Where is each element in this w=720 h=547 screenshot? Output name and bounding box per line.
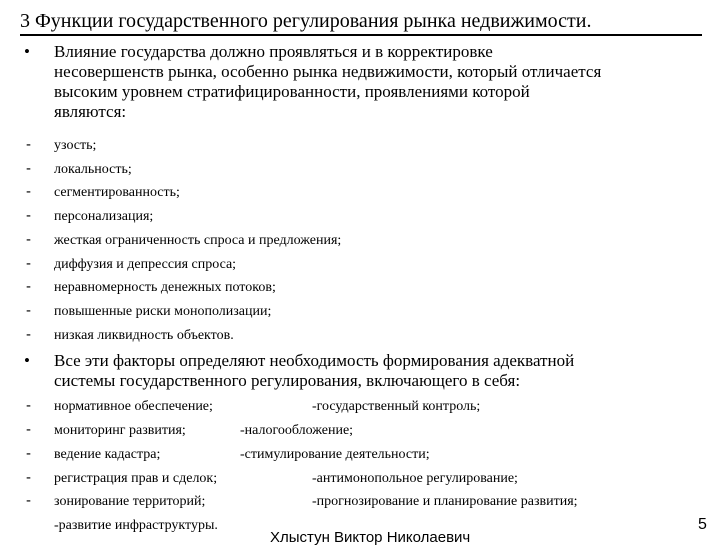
intro-line: являются: [54,102,127,121]
page-title: 3 Функции государственного регулирования рынка недвижимости. [20,10,592,32]
conclusion-text [54,351,704,391]
dash-icon: - [26,397,31,414]
intro-line: высоким уровнем стратифицированности, проявлениями которой [54,82,530,101]
intro-line: несовершенств рынка, особенно рынка недвижимости, который отличается [54,62,602,81]
conclusion-line: системы государственного регулирования, включающего в себя: [54,371,521,390]
dash-icon: - [26,207,31,224]
dash-icon: - [26,136,31,153]
dash-icon: - [26,445,31,462]
regulation-left: мониторинг развития; [54,423,186,438]
dash-icon: - [26,421,31,438]
conclusion-line: Все эти факторы определяют необходимость формирования адекватной [54,351,575,370]
dash-icon: - [26,492,31,509]
dash-icon: - [26,183,31,200]
regulation-left: нормативное обеспечение; [54,399,213,414]
intro-line: Влияние государства должно проявляться и в корректировке [54,42,493,61]
regulation-right: -прогнозирование и планирование развития; [312,494,578,509]
regulation-right: -стимулирование деятельности; [240,447,430,462]
footer-author: Хлыстун Виктор Николаевич [270,529,471,546]
dash-icon: - [26,326,31,343]
regulation-left: зонирование территорий; [54,494,206,509]
dash-icon: - [26,231,31,248]
regulation-right: -государственный контроль; [312,399,481,414]
regulation-last-item: -развитие инфраструктуры. [54,518,218,533]
intro-text [54,42,704,122]
dash-icon: - [26,255,31,272]
bullet-icon: • [24,351,30,370]
title-underline [20,34,702,36]
page-number: 5 [698,516,707,533]
regulation-right: -антимонопольное регулирование; [312,471,518,486]
regulation-right: -налогообложение; [240,423,354,438]
dash-icon: - [26,302,31,319]
regulation-left: регистрация прав и сделок; [54,471,218,486]
bullet-icon: • [24,42,30,61]
dash-icon: - [26,278,31,295]
conclusion-bullet [24,351,704,393]
dash-icon: - [26,160,31,177]
regulation-left: ведение кадастра; [54,447,161,462]
dash-icon: - [26,469,31,486]
intro-bullet [24,42,704,126]
